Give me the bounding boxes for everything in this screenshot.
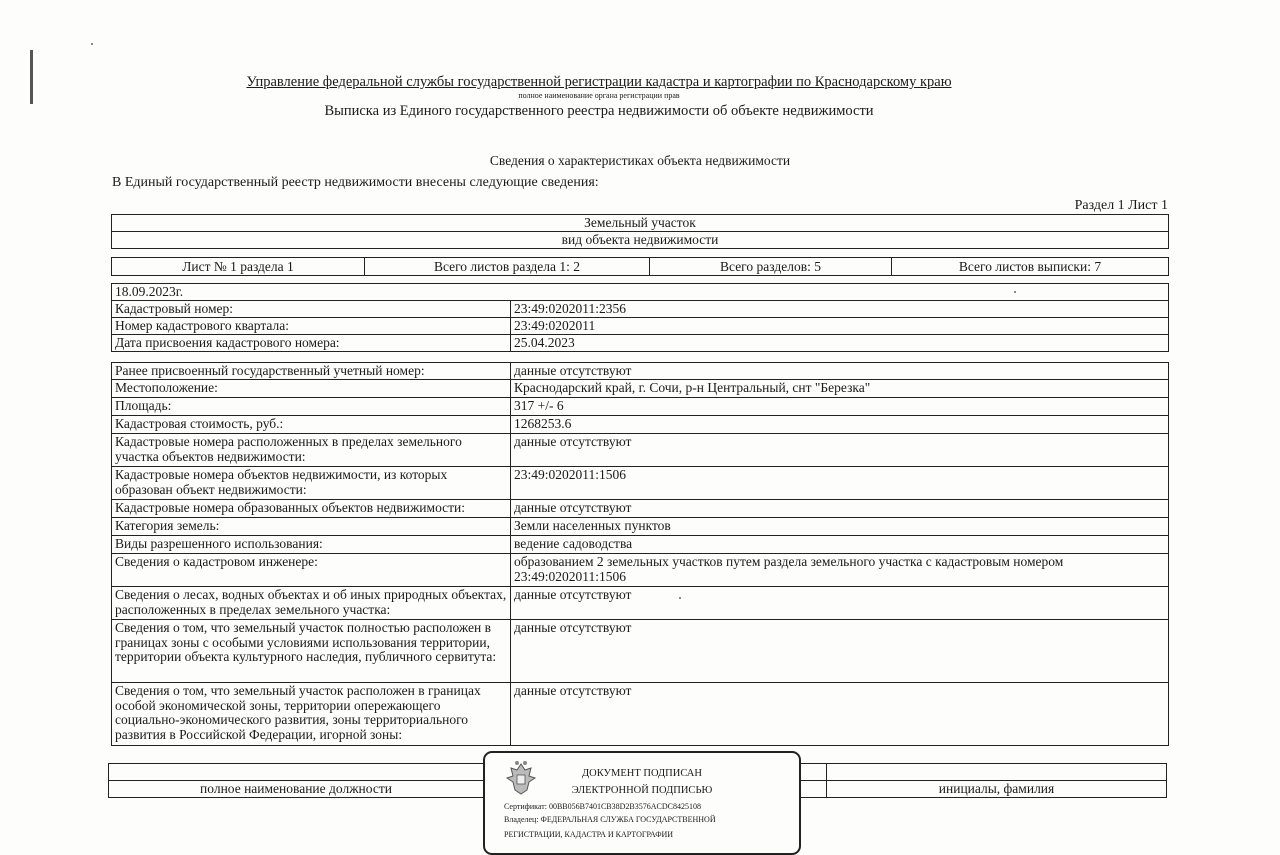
- row-value: Земли населенных пунктов: [511, 518, 1169, 536]
- extract-date: 18.09.2023г.: [112, 284, 1169, 301]
- scan-dot: [91, 43, 93, 45]
- row-label: Кадастровая стоимость, руб.:: [112, 416, 511, 434]
- row-label: Ранее присвоенный государственный учетный номер:: [112, 363, 511, 380]
- position-caption: полное наименование должности: [109, 781, 484, 798]
- row-label: Виды разрешенного использования:: [112, 536, 511, 554]
- name-cell: [827, 764, 1167, 781]
- row-label: Местоположение:: [112, 380, 511, 398]
- row-label: Сведения о том, что земельный участок полностью расположен в границах зоны с особыми условиями использования территории, территории объекта культурного наследия, публичного сервитута:: [112, 620, 511, 683]
- section-title: Сведения о характеристиках объекта недвижимости: [489, 153, 791, 168]
- name-caption: инициалы, фамилия: [827, 781, 1167, 798]
- row-label: Категория земель:: [112, 518, 511, 536]
- info-value: 25.04.2023: [511, 335, 1169, 352]
- total-sections: Всего разделов: 5: [650, 258, 892, 276]
- row-label: Сведения о лесах, водных объектах и об иных природных объектах, расположенных в пределах земельного участка:: [112, 587, 511, 620]
- authority-caption: полное наименование органа регистрации прав: [518, 91, 680, 100]
- row-label: Сведения о кадастровом инженере:: [112, 554, 511, 587]
- authority-name: Управление федеральной службы государственной регистрации кадастра и картографии по Краснодарскому краю: [246, 74, 952, 90]
- row-value: данные отсутствуют: [511, 683, 1169, 746]
- sheet-number: Лист № 1 раздела 1: [112, 258, 365, 276]
- characteristics-table: [111, 362, 1169, 746]
- object-type: Земельный участок: [112, 215, 1169, 232]
- info-label: Кадастровый номер:: [112, 301, 511, 318]
- object-type-table: [111, 214, 1169, 249]
- info-value: 23:49:0202011: [511, 318, 1169, 335]
- position-cell: [109, 764, 484, 781]
- row-value: данные отсутствуют: [511, 587, 1169, 620]
- object-type-caption: вид объекта недвижимости: [112, 232, 1169, 249]
- sheets-table: [111, 257, 1169, 276]
- row-value: 23:49:0202011:1506: [511, 467, 1169, 500]
- row-label: Кадастровые номера объектов недвижимости, из которых образован объект недвижимости:: [112, 467, 511, 500]
- info-label: Номер кадастрового квартала:: [112, 318, 511, 335]
- info-label: Дата присвоения кадастрового номера:: [112, 335, 511, 352]
- cadastral-info-table: [111, 283, 1169, 352]
- info-value: 23:49:0202011:2356: [511, 301, 1169, 318]
- row-label: Площадь:: [112, 398, 511, 416]
- certificate-owner: Владелец: ФЕДЕРАЛЬНАЯ СЛУЖБА ГОСУДАРСТВЕННОЙ: [504, 815, 716, 824]
- row-label: Кадастровые номера расположенных в пределах земельного участка объектов недвижимости:: [112, 434, 511, 467]
- section-sheet-label: Раздел 1 Лист 1: [1074, 198, 1168, 213]
- sheets-in-section: Всего листов раздела 1: 2: [365, 258, 650, 276]
- row-value: Краснодарский край, г. Сочи, р-н Центральный, снт "Березка": [511, 380, 1169, 398]
- total-sheets: Всего листов выписки: 7: [892, 258, 1169, 276]
- row-value: образованием 2 земельных участков путем раздела земельного участка с кадастровым номером 23:49:0202011:1506: [511, 554, 1169, 587]
- row-value: данные отсутствуют: [511, 363, 1169, 380]
- stamp-line-1: ДОКУМЕНТ ПОДПИСАН: [582, 768, 702, 779]
- intro-text: В Единый государственный реестр недвижимости внесены следующие сведения:: [112, 175, 599, 190]
- row-label: Сведения о том, что земельный участок расположен в границах особой экономической зоны, территории опережающего социально-экономического развития, зоны территориального развития в Российской Федерации, игорной зоны:: [112, 683, 511, 746]
- electronic-signature-stamp: [483, 751, 801, 855]
- stamp-line-2: ЭЛЕКТРОННОЙ ПОДПИСЬЮ: [571, 785, 713, 796]
- row-value: 1268253.6: [511, 416, 1169, 434]
- certificate-owner-cont: РЕГИСТРАЦИИ, КАДАСТРА И КАРТОГРАФИИ: [504, 830, 674, 839]
- row-value: данные отсутствуют: [511, 620, 1169, 683]
- row-value: данные отсутствуют: [511, 434, 1169, 467]
- certificate-number: Сертификат: 00BB056B7401CB38D2B3576ACDC8425108: [504, 802, 701, 811]
- row-value: данные отсутствуют: [511, 500, 1169, 518]
- row-value: 317 +/- 6: [511, 398, 1169, 416]
- row-value: ведение садоводства: [511, 536, 1169, 554]
- row-label: Кадастровые номера образованных объектов недвижимости:: [112, 500, 511, 518]
- document-title: Выписка из Единого государственного реестра недвижимости об объекте недвижимости: [324, 103, 874, 119]
